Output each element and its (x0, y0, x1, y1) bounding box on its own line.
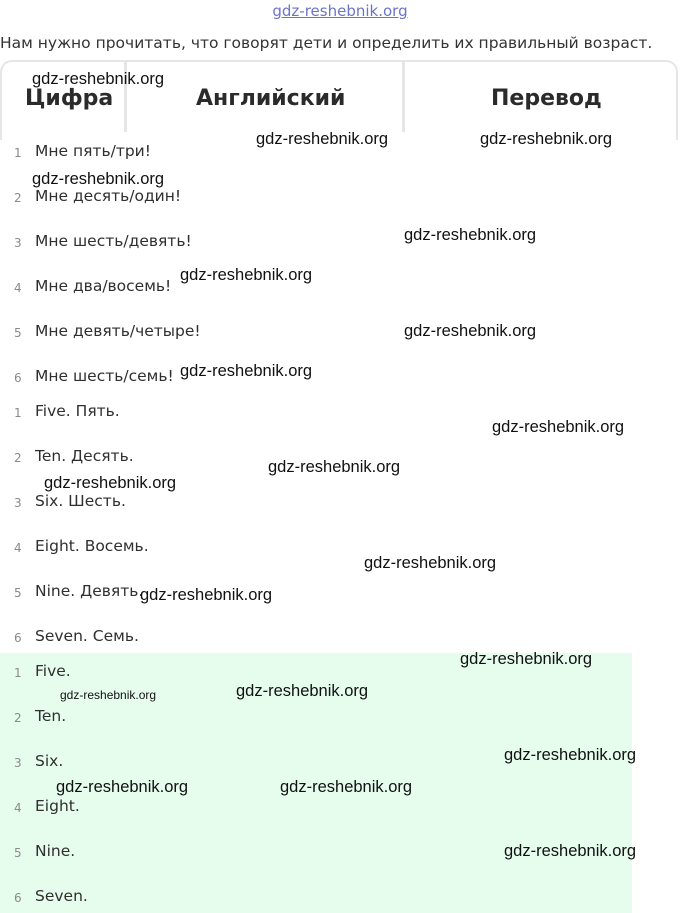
line-number: 5 (14, 586, 22, 600)
watermark: gdz-reshebnik.org (492, 418, 625, 436)
watermark: gdz-reshebnik.org (256, 130, 389, 148)
line-number: 1 (14, 406, 22, 420)
watermark: gdz-reshebnik.org (44, 474, 177, 492)
line-number: 6 (14, 891, 22, 905)
line-number: 1 (14, 146, 22, 160)
watermark: gdz-reshebnik.org (504, 842, 637, 860)
line-text: Six. (35, 752, 64, 770)
line-number: 6 (14, 371, 22, 385)
line-text: Мне десять/один! (35, 187, 182, 205)
line-text: Мне два/восемь! (35, 277, 172, 295)
line-text: Seven. Семь. (35, 627, 139, 645)
line-text: Ten. Десять. (35, 447, 134, 465)
line-text: Five. Пять. (35, 402, 120, 420)
watermark: gdz-reshebnik.org (280, 778, 413, 796)
watermark: gdz-reshebnik.org (180, 266, 313, 284)
line-text: Ten. (35, 707, 67, 725)
watermark: gdz-reshebnik.org (60, 688, 157, 702)
line-text: Мне шесть/девять! (35, 232, 192, 250)
line-number: 3 (14, 756, 22, 770)
line-text: Six. Шесть. (35, 492, 126, 510)
line-number: 4 (14, 801, 22, 815)
line-text: Мне шесть/семь! (35, 367, 174, 385)
line-number: 4 (14, 541, 22, 555)
line-text: Nine. Девять. (35, 582, 144, 600)
line-number: 2 (14, 711, 22, 725)
line-number: 5 (14, 326, 22, 340)
line-number: 1 (14, 666, 22, 680)
line-text: Мне девять/четыре! (35, 322, 201, 340)
watermark: gdz-reshebnik.org (236, 682, 369, 700)
watermark: gdz-reshebnik.org (504, 746, 637, 764)
line-text: Eight. (35, 797, 80, 815)
line-number: 2 (14, 191, 22, 205)
line-number: 5 (14, 846, 22, 860)
line-number: 2 (14, 451, 22, 465)
line-number: 4 (14, 281, 22, 295)
line-number: 3 (14, 236, 22, 250)
watermark: gdz-reshebnik.org (56, 778, 189, 796)
site-link[interactable]: gdz-reshebnik.org (272, 2, 408, 20)
line-text: Five. (35, 662, 71, 680)
watermark: gdz-reshebnik.org (180, 362, 313, 380)
watermark: gdz-reshebnik.org (364, 554, 497, 572)
line-text: Seven. (35, 887, 88, 905)
line-text: Nine. (35, 842, 76, 860)
line-number: 6 (14, 631, 22, 645)
header-translation: Перевод (491, 86, 602, 111)
header-english: Английский (196, 86, 346, 111)
task-instruction: Нам нужно прочитать, что говорят дети и определить их правильный возраст. (0, 34, 653, 52)
watermark: gdz-reshebnik.org (480, 130, 613, 148)
watermark: gdz-reshebnik.org (404, 226, 537, 244)
watermark: gdz-reshebnik.org (404, 322, 537, 340)
column-divider (402, 62, 405, 132)
watermark: gdz-reshebnik.org (268, 458, 401, 476)
header-digit: Цифра (25, 86, 114, 111)
line-text: Мне пять/три! (35, 142, 151, 160)
line-number: 3 (14, 496, 22, 510)
line-text: Eight. Восемь. (35, 537, 149, 555)
watermark: gdz-reshebnik.org (32, 170, 165, 188)
watermark: gdz-reshebnik.org (460, 650, 593, 668)
watermark: gdz-reshebnik.org (140, 586, 273, 604)
watermark: gdz-reshebnik.org (32, 70, 165, 88)
